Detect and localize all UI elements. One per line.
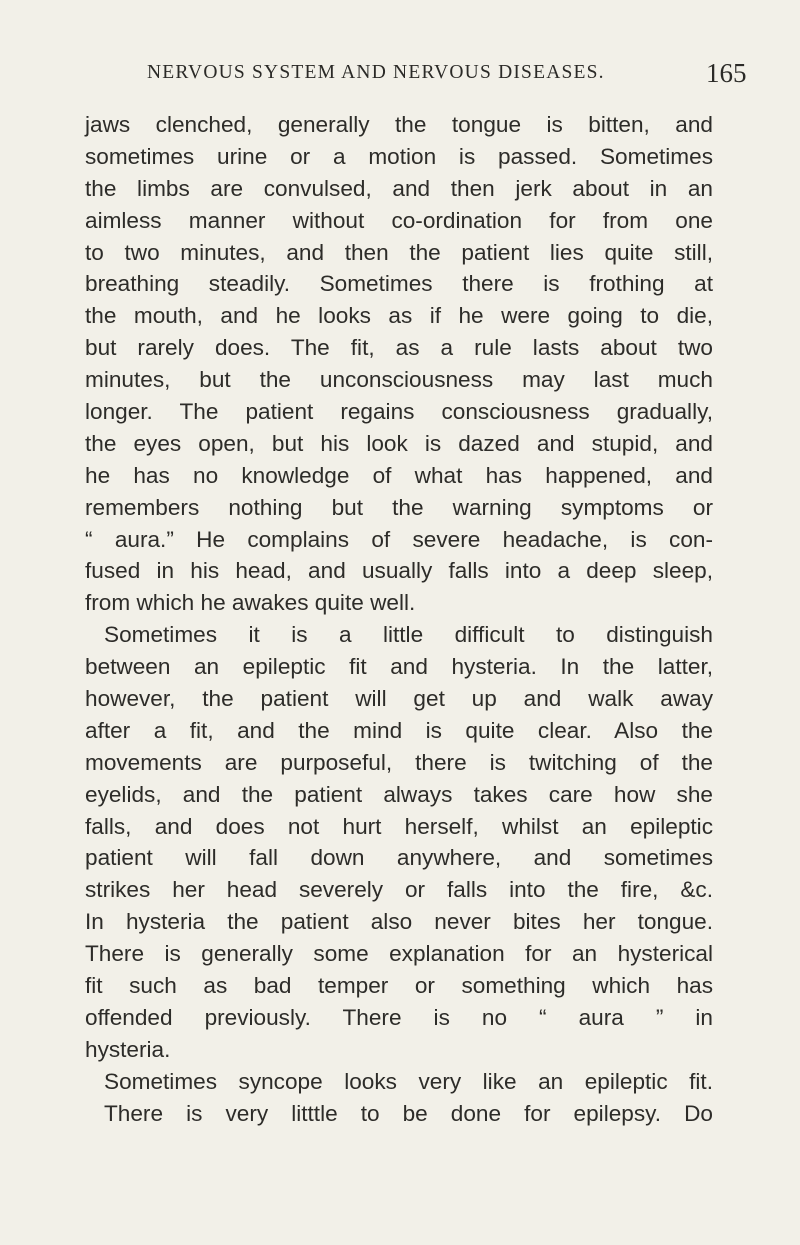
text-line: falls, and does not hurt herself, whilst an epileptic (85, 813, 713, 839)
text-line: offended previously. There is no “ aura ” in (85, 1004, 713, 1030)
text-line: jaws clenched, generally the tongue is bitten, and (85, 112, 713, 137)
text-line: however, the patient will get up and walk away (85, 686, 713, 712)
text-line: the eyes open, but his look is dazed and stupid, and (85, 430, 713, 456)
text-line: longer. The patient regains consciousness gradually, (85, 399, 713, 425)
text-line: movements are purposeful, there is twitching of the (85, 749, 713, 775)
text-line: fused in his head, and usually falls into a deep sleep, (85, 558, 713, 584)
text-line: the mouth, and he looks as if he were going to die, (85, 303, 713, 329)
text-line: eyelids, and the patient always takes care how she (85, 781, 713, 807)
page-number: 165 (706, 58, 747, 88)
text-line: remembers nothing but the warning symptoms or (85, 494, 713, 520)
text-line: the limbs are convulsed, and then jerk about in an (85, 175, 713, 201)
text-line: There is very litttle to be done for epilepsy. Do (104, 1100, 713, 1126)
text-line: sometimes urine or a motion is passed. Sometimes (85, 143, 713, 169)
text-line: “ aura.” He complains of severe headache, is con- (85, 526, 713, 552)
body-text (85, 109, 713, 1130)
text-line: There is generally some explanation for an hysterical (85, 941, 713, 967)
text-line: fit such as bad temper or something which has (85, 973, 713, 999)
text-line: Sometimes it is a little difficult to distinguish (104, 622, 713, 648)
text-line: Sometimes syncope looks very like an epileptic fit. (104, 1068, 713, 1094)
text-line: but rarely does. The fit, as a rule lasts about two (85, 335, 713, 361)
running-title: NERVOUS SYSTEM AND NERVOUS DISEASES. (147, 62, 605, 83)
text-line: to two minutes, and then the patient lies quite still, (85, 239, 713, 265)
text-line: aimless manner without co-ordination for from one (85, 207, 713, 233)
text-line: In hysteria the patient also never bites her tongue. (85, 909, 713, 935)
text-line: he has no knowledge of what has happened, and (85, 462, 713, 488)
text-line: after a fit, and the mind is quite clear. Also the (85, 717, 713, 743)
text-line: hysteria. (85, 1036, 171, 1062)
text-line: between an epileptic fit and hysteria. In the latter, (85, 654, 713, 680)
text-line: minutes, but the unconsciousness may last much (85, 367, 713, 393)
text-line: strikes her head severely or falls into the fire, &c. (85, 877, 713, 903)
text-line: patient will fall down anywhere, and sometimes (85, 845, 713, 871)
text-line: breathing steadily. Sometimes there is frothing at (85, 271, 713, 297)
text-line: from which he awakes quite well. (85, 590, 416, 616)
